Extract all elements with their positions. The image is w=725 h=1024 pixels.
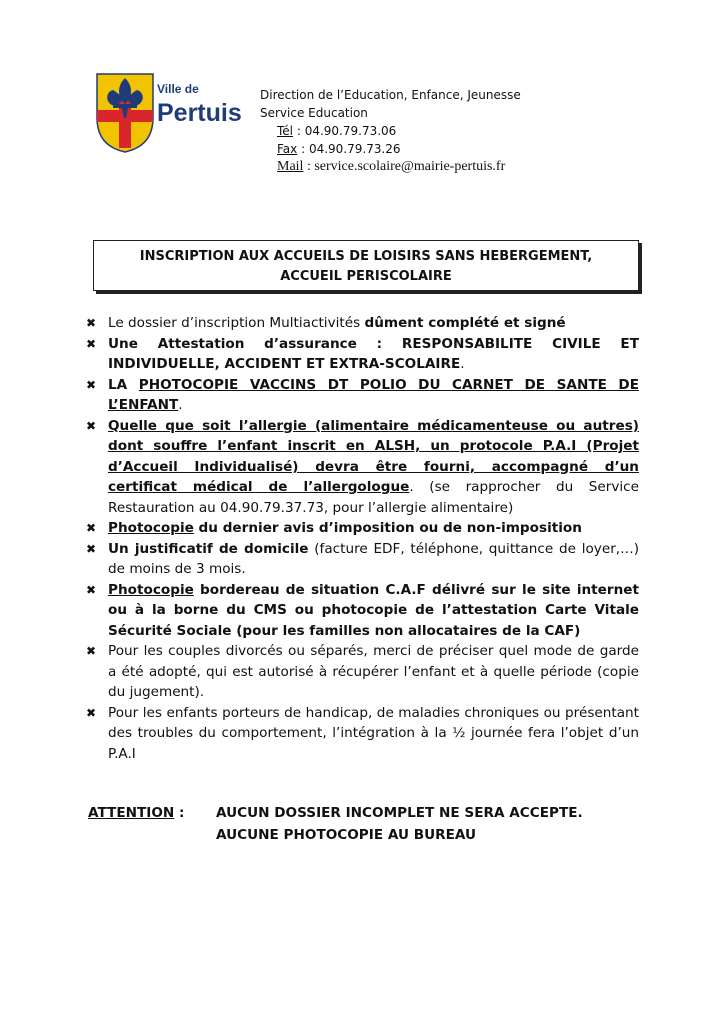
item-text-bold-underlined: Photocopie — [108, 520, 194, 536]
fax-label: Fax — [277, 142, 298, 156]
requirements-list — [86, 313, 639, 764]
header-mail — [260, 158, 521, 176]
item-text: (facture EDF, téléphone, quittance de loyer,…) de moins de 3 mois. — [108, 540, 640, 577]
header-fax — [260, 140, 521, 158]
attention-line-2: AUCUNE PHOTOCOPIE AU BUREAU — [216, 827, 477, 843]
item-text: Le dossier d’inscription Multiactivités — [108, 315, 365, 331]
bullet-cross-icon: ✖ — [86, 336, 97, 351]
list-item — [86, 375, 639, 416]
list-item — [86, 703, 639, 765]
header-direction: Direction de l’Education, Enfance, Jeunesse — [260, 88, 521, 102]
item-text: . (se rapprocher du Service Restauration au 04.90.79.37.73, pour l’allergie alimentaire) — [108, 479, 639, 516]
bullet-cross-icon: ✖ — [86, 521, 97, 535]
header-tel — [260, 122, 521, 140]
item-text-bold: Une Attestation d’assurance : RESPONSABILITE CIVILE ET INDIVIDUELLE, ACCIDENT ET EXTRA-SCOLAIRE — [108, 335, 639, 372]
title-line-2: ACCUEIL PERISCOLAIRE — [280, 269, 452, 284]
attention-line-1: AUCUN DOSSIER INCOMPLET NE SERA ACCEPTE. — [216, 805, 583, 821]
item-text: . — [178, 397, 183, 413]
item-text: Pour les enfants porteurs de handicap, de maladies chroniques ou présentant des troubles du comportement, l’intégration à la ½ journée fera l’objet d’un P.A.I — [108, 704, 639, 762]
item-text: Pour les couples divorcés ou séparés, merci de préciser quel mode de garde a été adopté, qui est autorisé à récupérer l’enfant et à quelle période (copie du jugement). — [108, 643, 639, 700]
list-item — [86, 518, 639, 539]
bullet-cross-icon: ✖ — [86, 541, 97, 556]
list-item — [86, 313, 639, 334]
header-service: Service Education — [260, 106, 368, 120]
list-item — [86, 641, 639, 703]
item-text-bold-underlined: Quelle que soit l’allergie (alimentaire médicamenteuse ou autres) dont souffre l’enfant inscrit en ALSH, un protocole P.A.I (Projet d’Accueil Individualisé) devra être fourni, accompagné d’un certificat médical de l’allergologue — [108, 417, 639, 495]
attention-label — [88, 802, 184, 824]
attention-text — [216, 802, 636, 846]
fax-value: : 04.90.79.73.26 — [297, 142, 401, 156]
list-item — [86, 416, 639, 519]
pertuis-logo — [95, 70, 257, 154]
document-title — [93, 240, 639, 291]
attention-colon: : — [174, 805, 185, 821]
list-item — [86, 539, 639, 580]
tel-value: : 04.90.79.73.06 — [293, 124, 397, 138]
attention-word: ATTENTION — [88, 805, 175, 821]
item-text-bold: LA — [108, 376, 139, 393]
logo-ville-text: Ville de — [157, 82, 199, 96]
bullet-cross-icon: ✖ — [86, 377, 97, 392]
bullet-cross-icon: ✖ — [86, 644, 97, 658]
item-text-bold: Un justificatif de domicile — [108, 540, 309, 557]
contact-header — [260, 86, 521, 176]
item-text-bold-underlined: PHOTOCOPIE VACCINS DT POLIO DU CARNET DE SANTE DE L’ENFANT — [108, 376, 639, 413]
title-line-1: INSCRIPTION AUX ACCUEILS DE LOISIRS SANS HEBERGEMENT, — [139, 249, 593, 264]
list-item — [86, 334, 639, 375]
item-text-bold: dûment complété et signé — [364, 315, 566, 331]
bullet-cross-icon: ✖ — [86, 316, 97, 330]
mail-label: Mail — [277, 159, 304, 174]
bullet-cross-icon: ✖ — [86, 418, 97, 433]
item-text-bold: du dernier avis d’imposition ou de non-imposition — [193, 520, 582, 536]
mail-value: : service.scolaire@mairie-pertuis.fr — [303, 159, 506, 174]
item-text-bold-underlined: Photocopie — [108, 581, 194, 598]
bullet-cross-icon: ✖ — [86, 705, 97, 720]
logo-pertuis-text: Pertuis — [157, 99, 242, 127]
item-text-bold: bordereau de situation C.A.F délivré sur le site internet ou à la borne du CMS ou photocopie de l’attestation Carte Vitale Sécurité Sociale (pour les familles non allocataires de la CAF) — [108, 581, 639, 639]
tel-label: Tél — [277, 124, 294, 138]
list-item — [86, 580, 639, 642]
item-text: . — [460, 356, 465, 372]
bullet-cross-icon: ✖ — [86, 582, 97, 597]
